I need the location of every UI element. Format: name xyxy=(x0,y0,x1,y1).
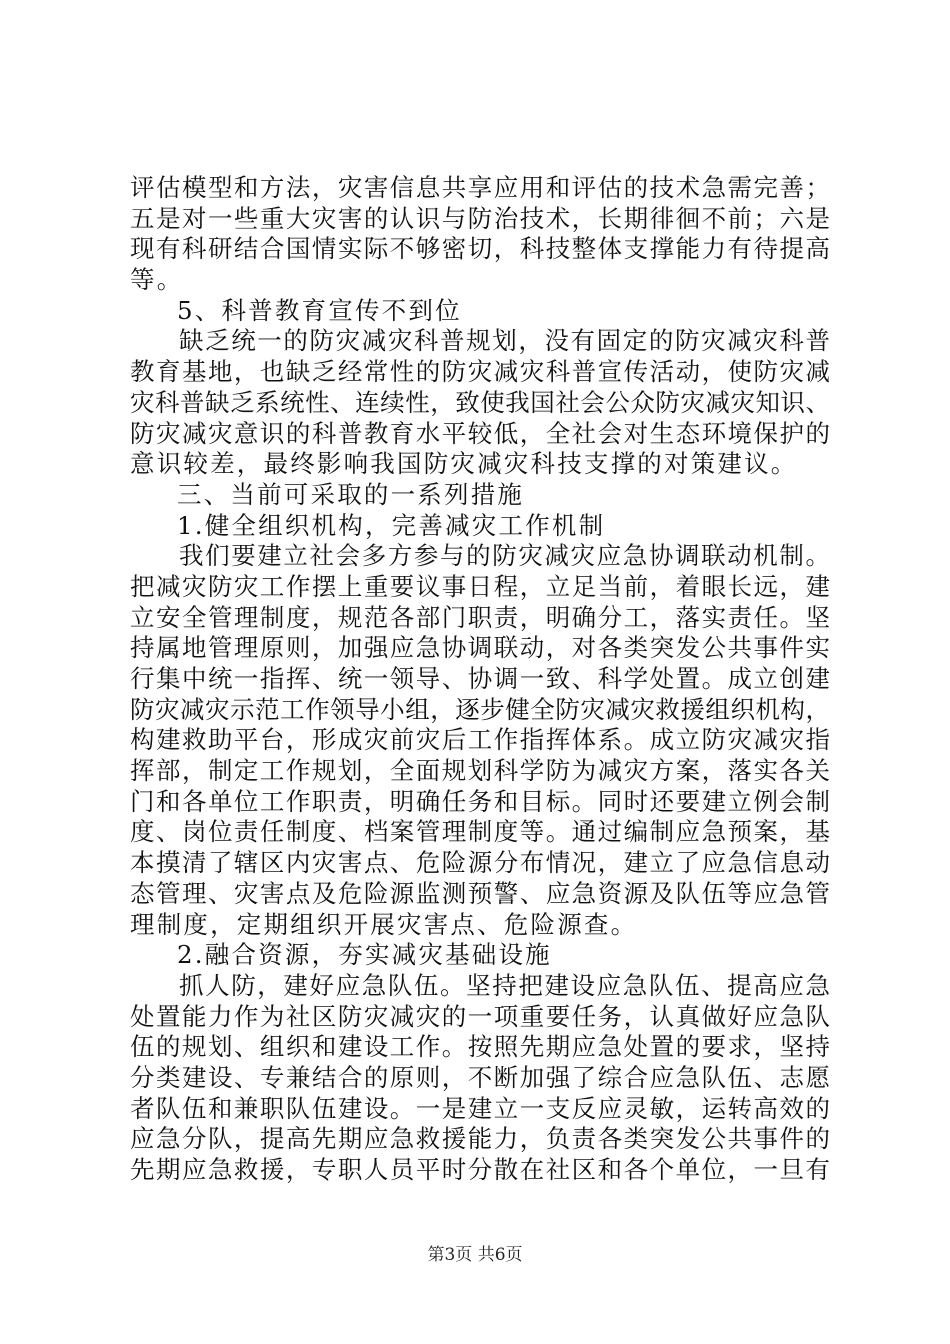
text-line: 1.健全组织机构，完善减灾工作机制 xyxy=(177,510,606,540)
text-line: 2.融合资源，夯实减灾基础设施 xyxy=(177,940,552,970)
page-footer xyxy=(0,1244,950,1266)
text-line: 应急分队，提高先期应急救援能力，负责各类突发公共事件的 xyxy=(130,1124,830,1154)
text-line: 处置能力作为社区防灾减灾的一项重要任务，认真做好应急队 xyxy=(130,1001,830,1031)
text-line: 意识较差，最终影响我国防灾减灾科技支撑的对策建议。 xyxy=(130,449,798,479)
text-line: 伍的规划、组织和建设工作。按照先期应急处置的要求，坚持 xyxy=(130,1032,830,1062)
text-line: 五是对一些重大灾害的认识与防治技术，长期徘徊不前；六是 xyxy=(130,203,830,233)
text-line: 把减灾防灾工作摆上重要议事日程，立足当前，着眼长远，建 xyxy=(130,571,830,601)
text-line: 现有科研结合国情实际不够密切，科技整体支撑能力有待提高 xyxy=(130,234,830,264)
text-line: 等。 xyxy=(130,265,184,295)
text-line: 者队伍和兼职队伍建设。一是建立一支反应灵敏，运转高效的 xyxy=(130,1093,830,1123)
text-line: 门和各单位工作职责，明确任务和目标。同时还要建立例会制 xyxy=(130,786,830,816)
text-line: 评估模型和方法，灾害信息共享应用和评估的技术急需完善； xyxy=(130,173,830,202)
text-line: 三、当前可采取的一系列措施 xyxy=(177,479,525,509)
text-line: 先期应急救援，专职人员平时分散在社区和各个单位，一旦有 xyxy=(130,1155,830,1184)
text-line: 灾科普缺乏系统性、连续性，致使我国社会公众防灾减灾知识、 xyxy=(130,387,830,417)
text-line: 5、科普教育宣传不到位 xyxy=(177,295,462,325)
text-line: 抓人防，建好应急队伍。坚持把建设应急队伍、提高应急 xyxy=(179,970,830,1000)
text-line: 持属地管理原则，加强应急协调联动，对各类突发公共事件实 xyxy=(130,633,830,663)
text-line: 本摸清了辖区内灾害点、危险源分布情况，建立了应急信息动 xyxy=(130,848,830,878)
text-line: 行集中统一指挥、统一领导、协调一致、科学处置。成立创建 xyxy=(130,664,830,693)
text-line: 防灾减灾示范工作领导小组，逐步健全防灾减灾救援组织机构， xyxy=(130,694,830,724)
text-line: 态管理、灾害点及危险源监测预警、应急资源及队伍等应急管 xyxy=(130,878,830,908)
text-line: 教育基地，也缺乏经常性的防灾减灾科普宣传活动，使防灾减 xyxy=(130,357,830,387)
text-line: 防灾减灾意识的科普教育水平较低，全社会对生态环境保护的 xyxy=(130,418,830,448)
text-line: 立安全管理制度，规范各部门职责，明确分工，落实责任。坚 xyxy=(130,602,830,632)
text-line: 理制度，定期组织开展灾害点、危险源查。 xyxy=(130,909,638,939)
page-number-label: 第3页 共6页 xyxy=(427,1245,523,1265)
text-line: 挥部，制定工作规划，全面规划科学防为减灾方案，落实各关 xyxy=(130,756,830,786)
document-body xyxy=(130,173,830,1186)
text-line: 分类建设、专兼结合的原则，不断加强了综合应急队伍、志愿 xyxy=(130,1062,830,1092)
text-line: 度、岗位责任制度、档案管理制度等。通过编制应急预案，基 xyxy=(130,817,830,847)
text-line: 我们要建立社会多方参与的防灾减灾应急协调联动机制。 xyxy=(179,541,830,571)
text-line: 构建救助平台，形成灾前灾后工作指挥体系。成立防灾减灾指 xyxy=(130,725,830,755)
text-line: 缺乏统一的防灾减灾科普规划，没有固定的防灾减灾科普 xyxy=(179,326,830,356)
